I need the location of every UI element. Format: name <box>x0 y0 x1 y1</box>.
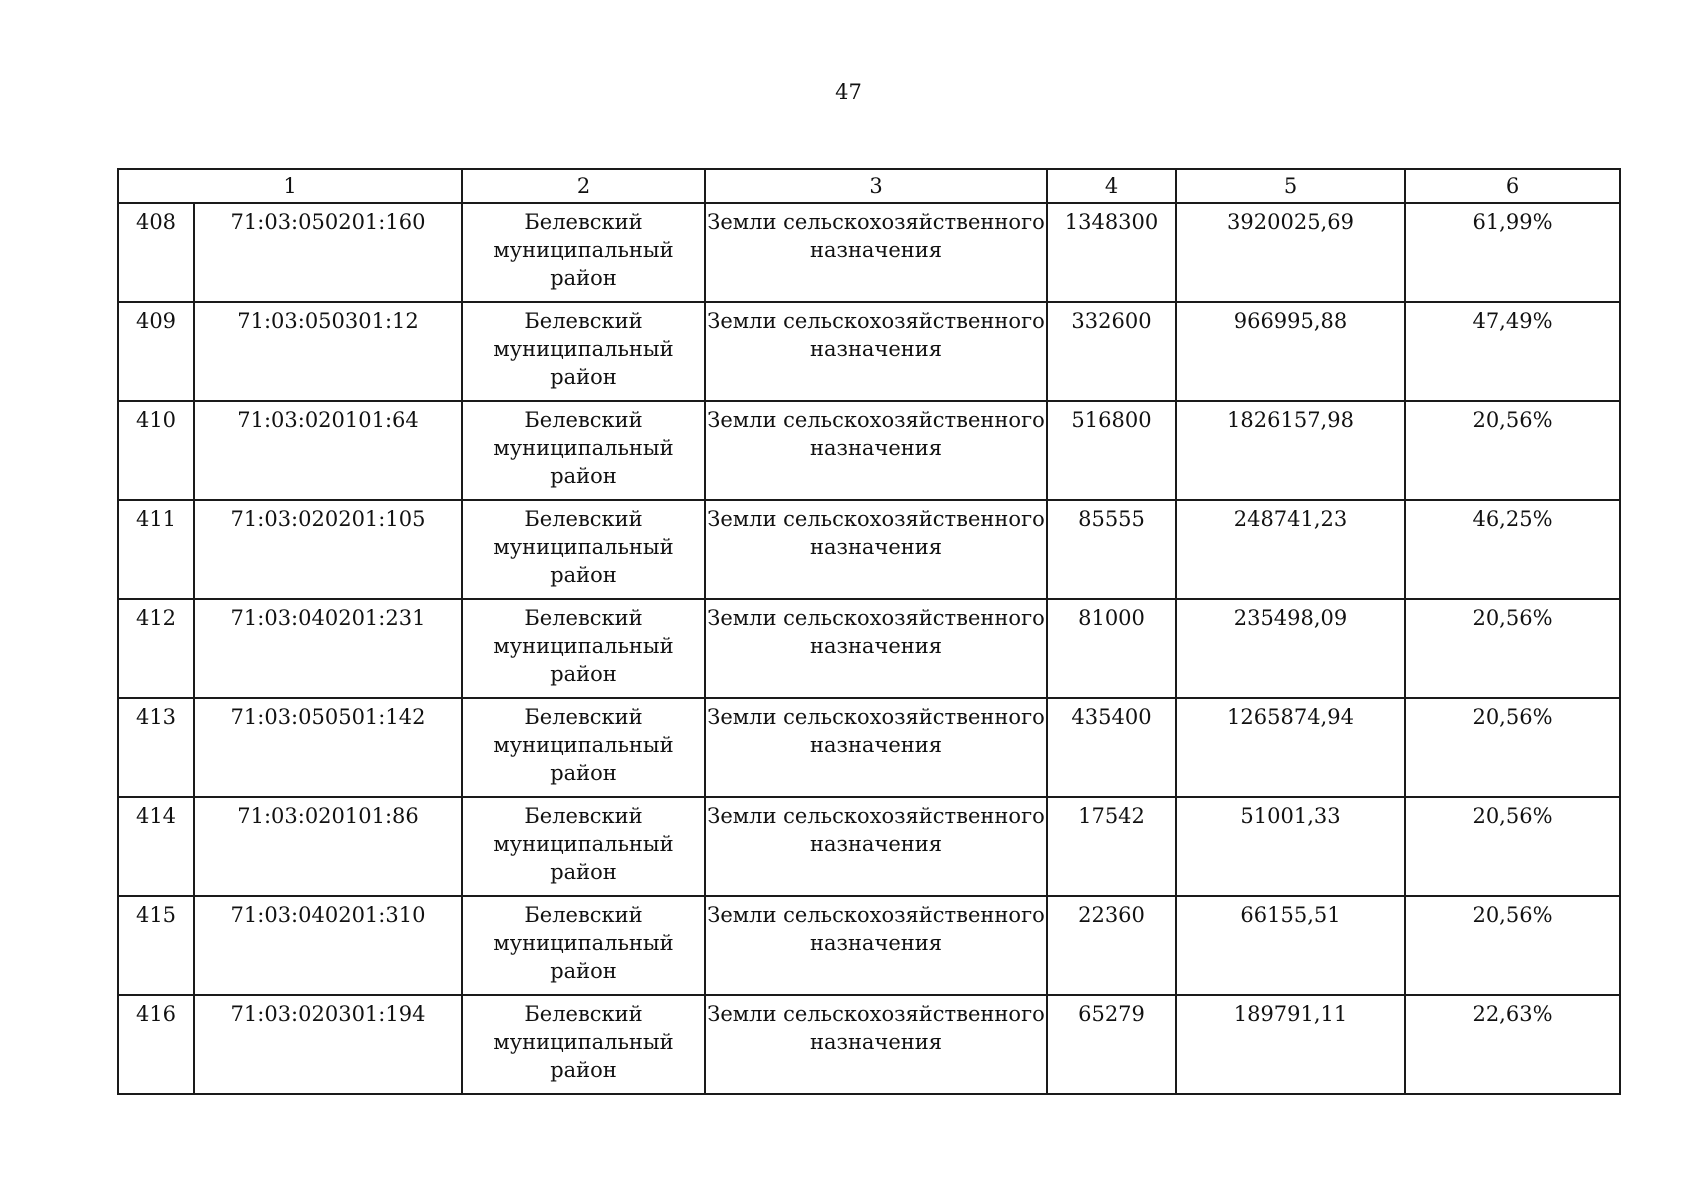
area: 516800 <box>1047 401 1176 500</box>
land-category: Земли сельскохозяйственного назначения <box>705 797 1047 896</box>
district: Белевский муниципальный район <box>462 995 705 1094</box>
column-header-5: 5 <box>1176 169 1405 203</box>
percent: 47,49% <box>1405 302 1620 401</box>
row-number: 408 <box>118 203 194 302</box>
cadastral-value: 248741,23 <box>1176 500 1405 599</box>
cadastral-value: 51001,33 <box>1176 797 1405 896</box>
area: 435400 <box>1047 698 1176 797</box>
cadastral-number: 71:03:020201:105 <box>194 500 462 599</box>
column-header-6: 6 <box>1405 169 1620 203</box>
table-row <box>118 203 1620 302</box>
cadastral-value: 1826157,98 <box>1176 401 1405 500</box>
land-category: Земли сельскохозяйственного назначения <box>705 698 1047 797</box>
column-header-4: 4 <box>1047 169 1176 203</box>
land-category: Земли сельскохозяйственного назначения <box>705 995 1047 1094</box>
percent: 20,56% <box>1405 599 1620 698</box>
percent: 22,63% <box>1405 995 1620 1094</box>
cadastral-value: 189791,11 <box>1176 995 1405 1094</box>
district: Белевский муниципальный район <box>462 203 705 302</box>
row-number: 416 <box>118 995 194 1094</box>
land-category: Земли сельскохозяйственного назначения <box>705 500 1047 599</box>
land-category: Земли сельскохозяйственного назначения <box>705 401 1047 500</box>
percent: 20,56% <box>1405 401 1620 500</box>
table-row <box>118 401 1620 500</box>
table-row <box>118 500 1620 599</box>
land-plots-table <box>117 168 1621 1095</box>
table-row <box>118 896 1620 995</box>
percent: 20,56% <box>1405 896 1620 995</box>
cadastral-value: 3920025,69 <box>1176 203 1405 302</box>
table-row <box>118 995 1620 1094</box>
table-row <box>118 302 1620 401</box>
district: Белевский муниципальный район <box>462 599 705 698</box>
cadastral-value: 235498,09 <box>1176 599 1405 698</box>
percent: 20,56% <box>1405 797 1620 896</box>
row-number: 411 <box>118 500 194 599</box>
district: Белевский муниципальный район <box>462 797 705 896</box>
table-row <box>118 797 1620 896</box>
cadastral-number: 71:03:050301:12 <box>194 302 462 401</box>
cadastral-number: 71:03:020301:194 <box>194 995 462 1094</box>
area: 332600 <box>1047 302 1176 401</box>
page-number: 47 <box>835 80 862 104</box>
area: 22360 <box>1047 896 1176 995</box>
area: 17542 <box>1047 797 1176 896</box>
row-number: 413 <box>118 698 194 797</box>
district: Белевский муниципальный район <box>462 896 705 995</box>
land-category: Земли сельскохозяйственного назначения <box>705 599 1047 698</box>
area: 81000 <box>1047 599 1176 698</box>
cadastral-number: 71:03:040201:231 <box>194 599 462 698</box>
district: Белевский муниципальный район <box>462 302 705 401</box>
column-header-2: 2 <box>462 169 705 203</box>
cadastral-value: 66155,51 <box>1176 896 1405 995</box>
percent: 20,56% <box>1405 698 1620 797</box>
cadastral-value: 966995,88 <box>1176 302 1405 401</box>
land-category: Земли сельскохозяйственного назначения <box>705 203 1047 302</box>
column-header-3: 3 <box>705 169 1047 203</box>
land-category: Земли сельскохозяйственного назначения <box>705 302 1047 401</box>
percent: 46,25% <box>1405 500 1620 599</box>
district: Белевский муниципальный район <box>462 500 705 599</box>
table-row <box>118 698 1620 797</box>
cadastral-number: 71:03:040201:310 <box>194 896 462 995</box>
percent: 61,99% <box>1405 203 1620 302</box>
row-number: 414 <box>118 797 194 896</box>
cadastral-number: 71:03:020101:64 <box>194 401 462 500</box>
cadastral-value: 1265874,94 <box>1176 698 1405 797</box>
row-number: 410 <box>118 401 194 500</box>
row-number: 412 <box>118 599 194 698</box>
column-header-1: 1 <box>118 169 462 203</box>
area: 65279 <box>1047 995 1176 1094</box>
area: 1348300 <box>1047 203 1176 302</box>
district: Белевский муниципальный район <box>462 401 705 500</box>
table-row <box>118 599 1620 698</box>
district: Белевский муниципальный район <box>462 698 705 797</box>
land-category: Земли сельскохозяйственного назначения <box>705 896 1047 995</box>
row-number: 409 <box>118 302 194 401</box>
column-numbers-row <box>118 169 1620 203</box>
cadastral-number: 71:03:020101:86 <box>194 797 462 896</box>
cadastral-number: 71:03:050201:160 <box>194 203 462 302</box>
cadastral-number: 71:03:050501:142 <box>194 698 462 797</box>
area: 85555 <box>1047 500 1176 599</box>
row-number: 415 <box>118 896 194 995</box>
